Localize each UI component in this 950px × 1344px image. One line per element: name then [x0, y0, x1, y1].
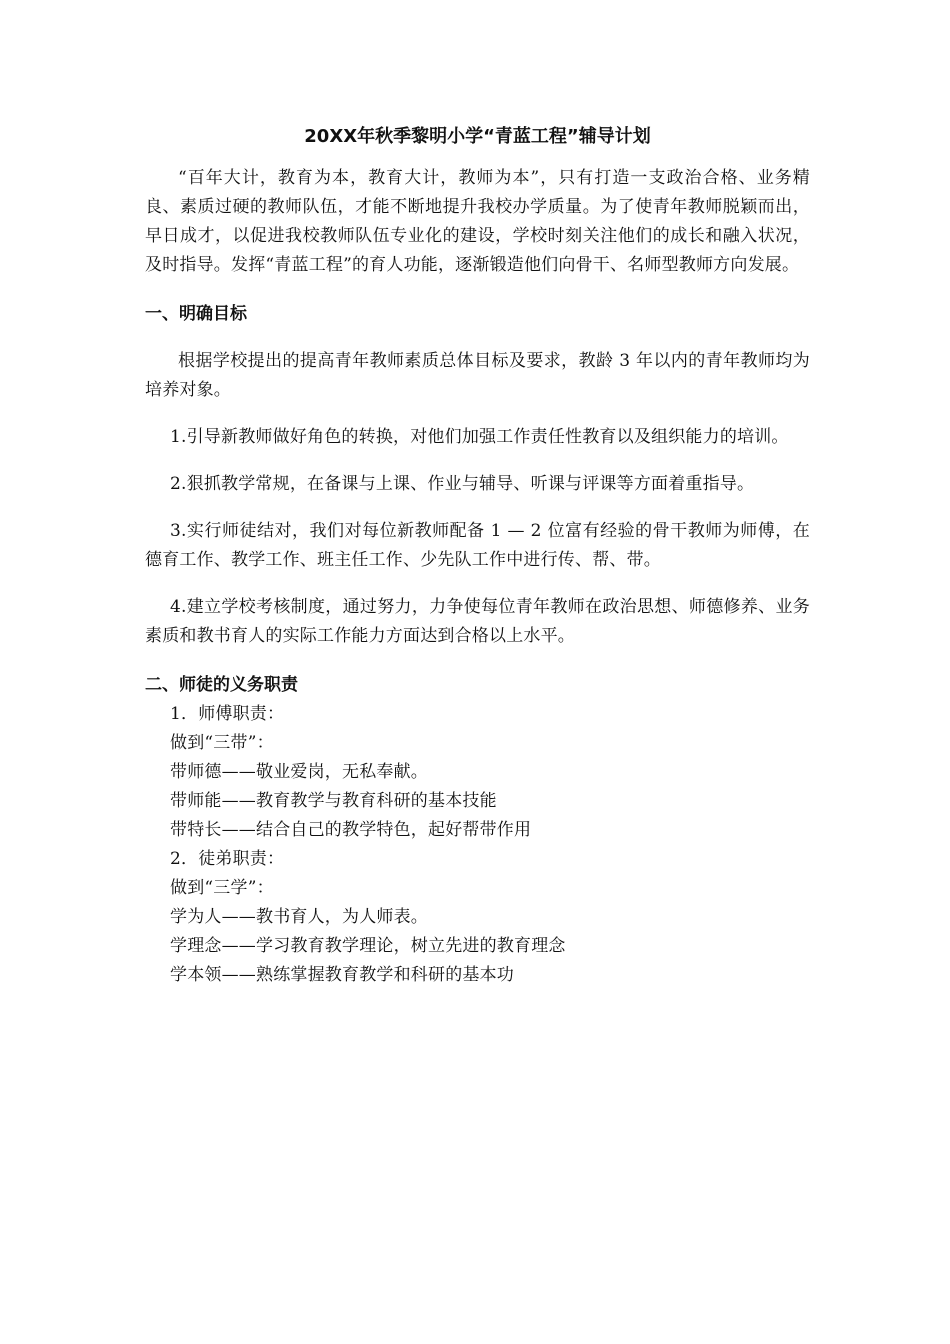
master-duties-heading: 1．师傅职责： — [170, 704, 285, 724]
master-duty-specialty: 带特长——结合自己的教学特色，起好帮带作用 — [170, 820, 532, 840]
goal-item-2: 2.狠抓教学常规，在备课与上课、作业与辅导、听课与评课等方面着重指导。 — [170, 474, 755, 494]
goal-item-4: 4.建立学校考核制度，通过努力，力争使每位青年教师在政治思想、师德修养、业务素质和教书育人的实际工作能力方面达到合格以上水平。 — [145, 597, 810, 646]
apprentice-three-learn: 做到“三学”： — [170, 878, 274, 898]
master-duty-ethics: 带师德——敬业爱岗，无私奉献。 — [170, 762, 428, 782]
apprentice-duties-heading: 2．徒弟职责： — [170, 849, 285, 869]
intro-paragraph: “百年大计，教育为本，教育大计，教师为本”，只有打造一支政治合格、业务精良、素质过硬的教师队伍，才能不断地提升我校办学质量。为了使青年教师脱颖而出，早日成才，以促进我校教师队伍专业化的建设，学校时刻关注他们的成长和融入状况，及时指导。发挥“青蓝工程”的育人功能，逐渐锻造他们向骨干、名师型教师方向发展。 — [145, 168, 810, 275]
master-duty-skills: 带师能——教育教学与教育科研的基本技能 — [170, 791, 497, 811]
apprentice-duty-concepts: 学理念——学习教育教学理论，树立先进的教育理念 — [170, 936, 566, 956]
section-heading-goals: 一、明确目标 — [145, 304, 247, 324]
apprentice-duty-skills: 学本领——熟练掌握教育教学和科研的基本功 — [170, 965, 514, 985]
goal-item-1: 1.引导新教师做好角色的转换，对他们加强工作责任性教育以及组织能力的培训。 — [170, 427, 789, 447]
master-three-bring: 做到“三带”： — [170, 733, 274, 753]
document-body — [145, 120, 810, 990]
section-heading-duties: 二、师徒的义务职责 — [145, 675, 298, 695]
goal-item-3: 3.实行师徒结对，我们对每位新教师配备 1 — 2 位富有经验的骨干教师为师傅，在德育工作、教学工作、班主任工作、少先队工作中进行传、帮、带。 — [145, 521, 810, 570]
goals-lead-paragraph: 根据学校提出的提高青年教师素质总体目标及要求，教龄 3 年以内的青年教师均为培养对象。 — [145, 351, 810, 400]
apprentice-duty-conduct: 学为人——教书育人，为人师表。 — [170, 907, 428, 927]
document-title: 20XX年秋季黎明小学“青蓝工程”辅导计划 — [304, 126, 651, 147]
